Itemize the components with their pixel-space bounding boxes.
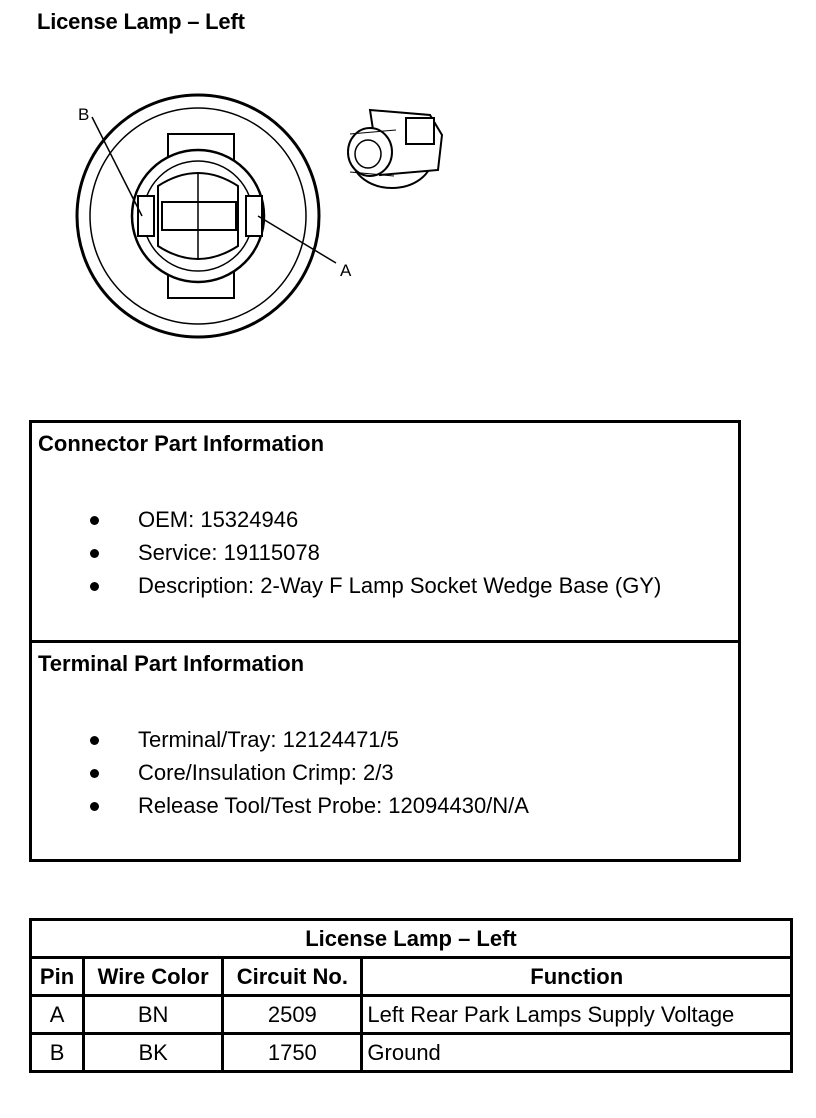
bullet-icon [90,516,99,525]
bullet-icon [90,582,99,591]
header-pin: Pin [31,958,84,996]
page-title: License Lamp – Left [37,9,245,34]
part-information-box [29,420,741,862]
bullet-icon [90,736,99,745]
callout-b-label: B [78,105,90,124]
header-function: Function [362,958,792,996]
cell-wire-color: BN [84,996,223,1034]
header-circuit-no: Circuit No. [223,958,362,996]
bullet-icon [90,802,99,811]
bullet-icon [90,769,99,778]
table-caption: License Lamp – Left [31,920,792,958]
connector-face-drawing [60,75,480,345]
callout-a-label: A [340,261,352,280]
terminal-info-heading: Terminal Part Information [38,651,305,676]
header-wire-color: Wire Color [84,958,223,996]
connector-info-heading: Connector Part Information [38,431,325,456]
table-row [31,1034,792,1072]
pin-table [29,918,793,1073]
cell-function: Ground [362,1034,792,1072]
cell-pin: A [31,996,84,1034]
table-row [31,996,792,1034]
table-caption-row [31,920,792,958]
connector-face-view [77,95,319,337]
cell-pin: B [31,1034,84,1072]
cell-wire-color: BK [84,1034,223,1072]
connector-perspective-view [348,110,442,188]
terminal-part-information: Terminal Part Information Terminal/Tray: 12124471/5 Core/Insulation Crimp: 2/3 Release Tool/Test Probe: 12094430/N/A [38,651,529,818]
cell-function: Left Rear Park Lamps Supply Voltage [362,996,792,1034]
table-header-row [31,958,792,996]
cell-circuit-no: 2509 [223,996,362,1034]
bullet-icon [90,549,99,558]
cell-circuit-no: 1750 [223,1034,362,1072]
connector-part-information: Connector Part Information OEM: 15324946 Service: 19115078 Description: 2-Way F Lamp Socket Wedge Base (GY) [32,423,738,643]
